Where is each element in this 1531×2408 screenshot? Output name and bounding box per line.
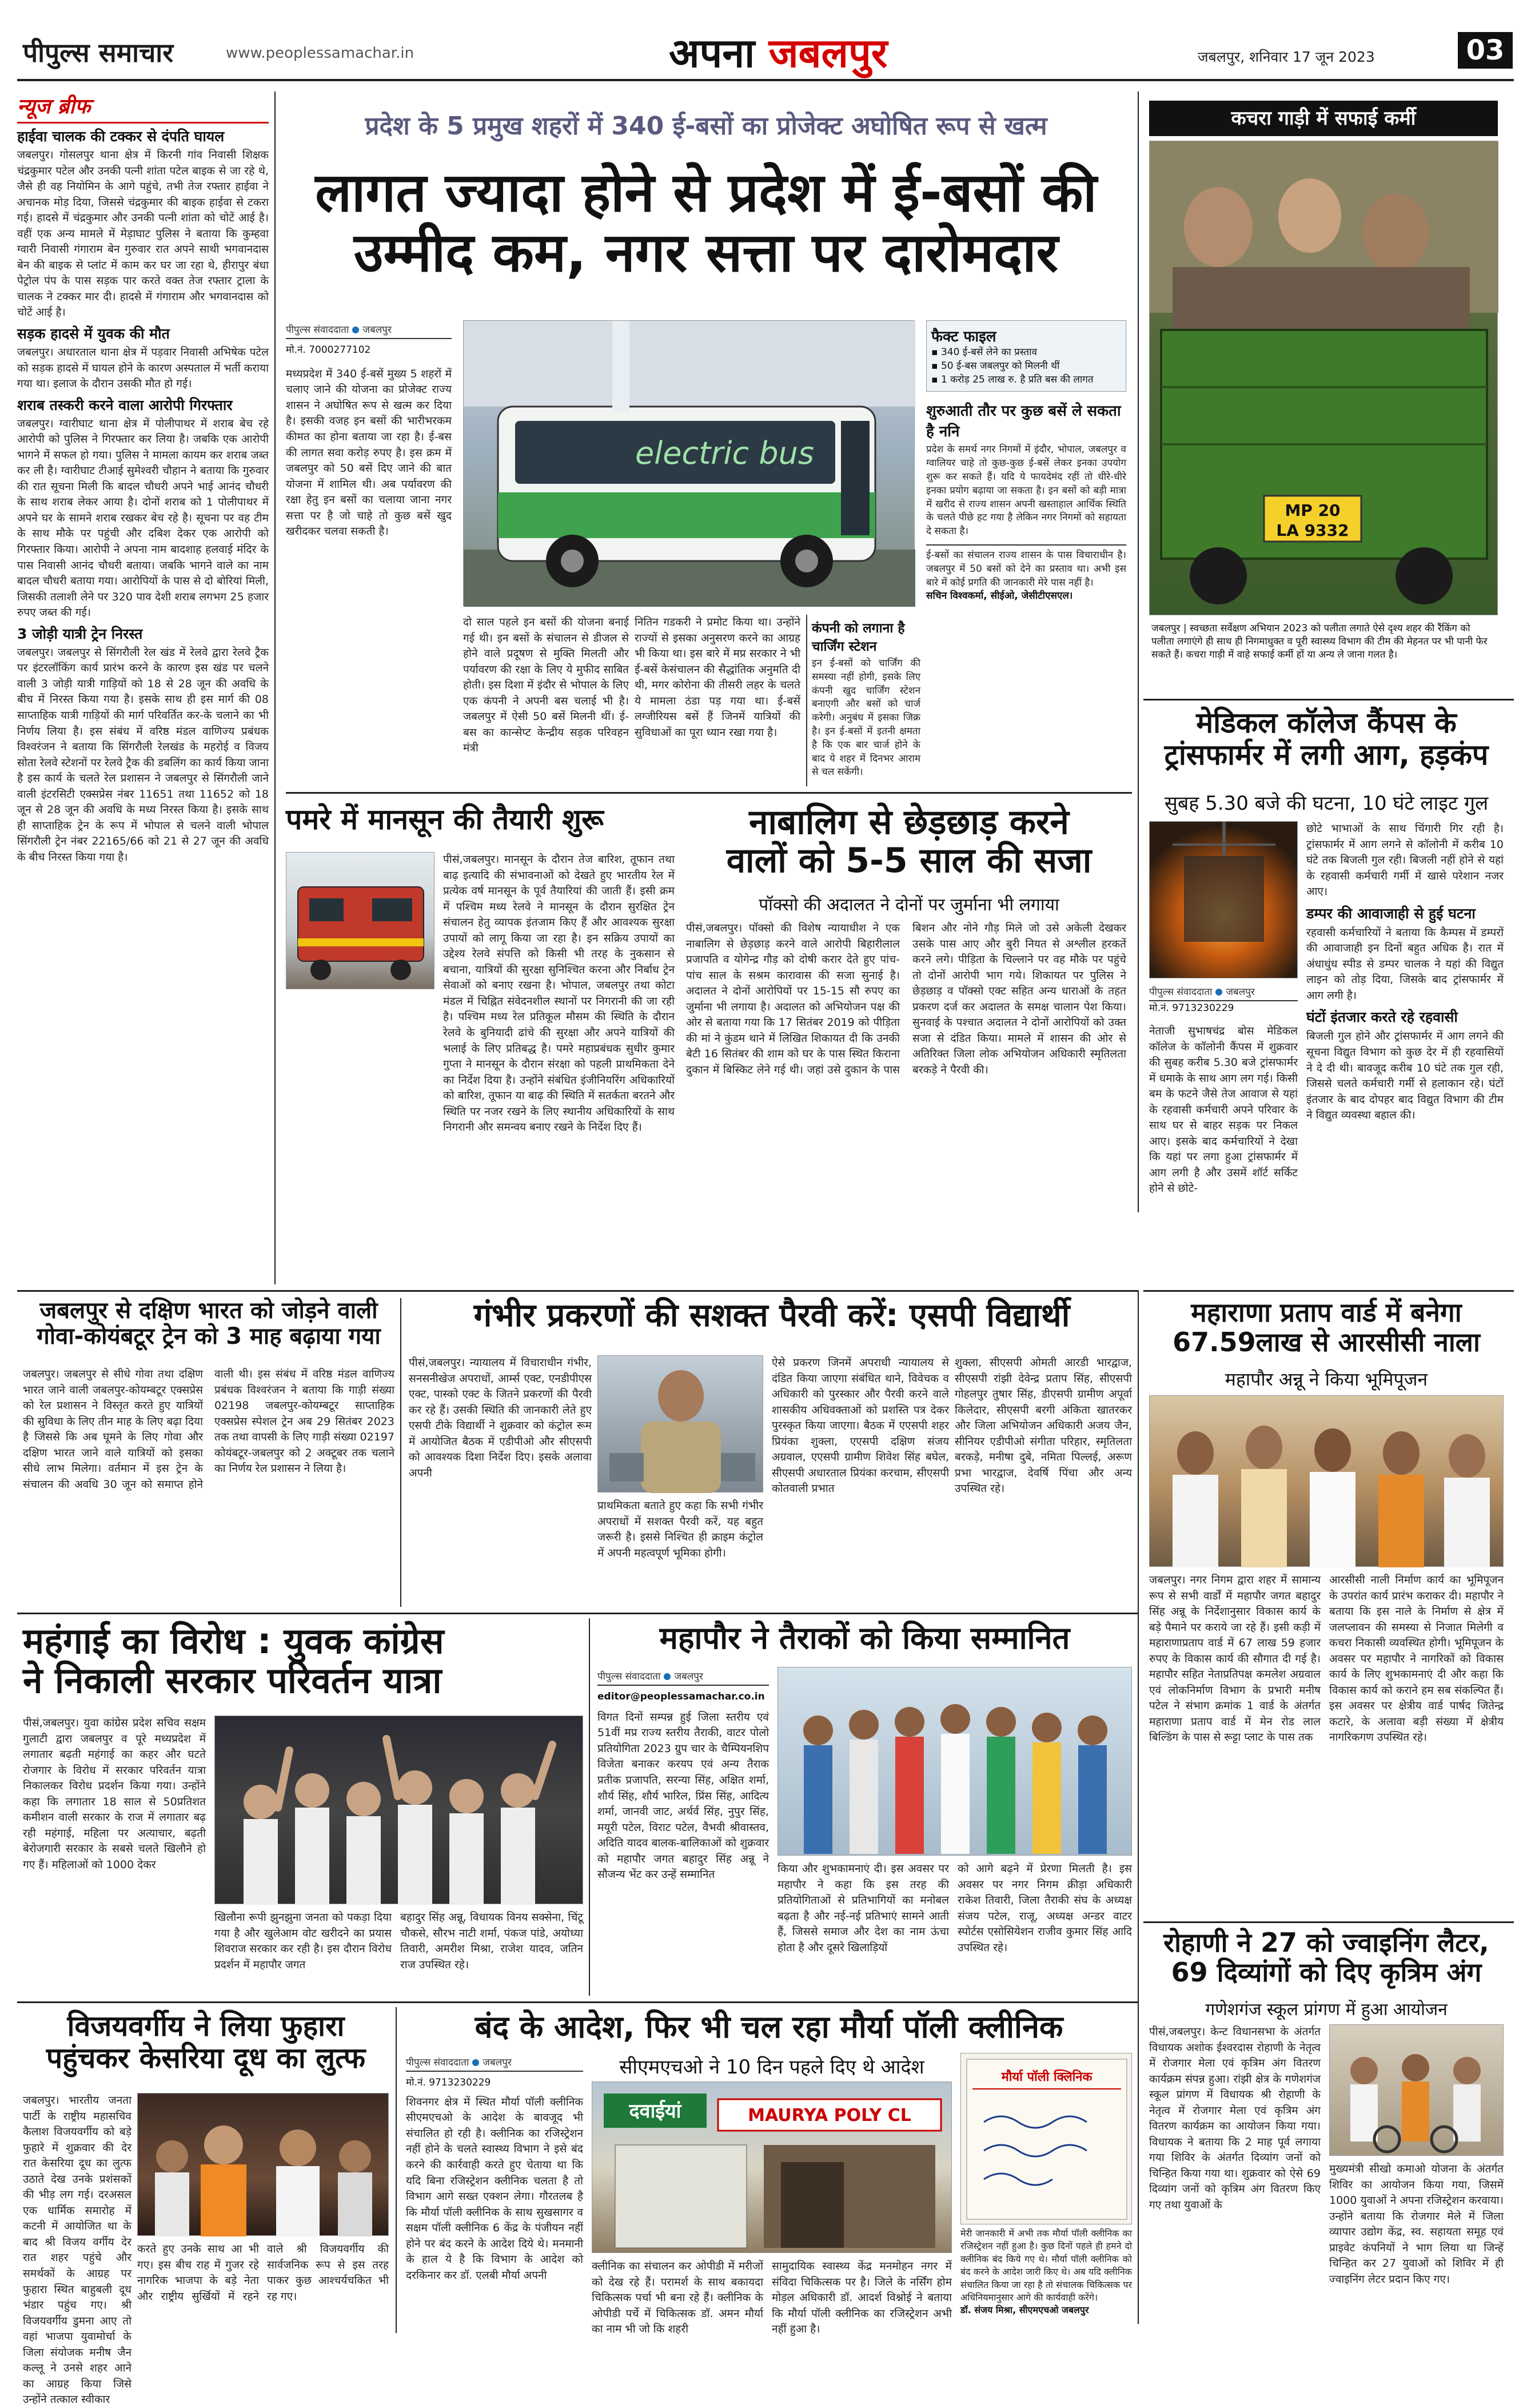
byline-place: जबलपुर (1226, 986, 1255, 998)
rohani-body-1: पीसं,जबलपुर। केन्ट विधानसभा के अंतर्गत विधायक अशोक ईश्वरदास रोहाणी के नेतृत्व में रोजगार मेला एवं कृत्रिम अंग वितरण कार्यक्रम संपन्न हुआ। रांझी क्षेत्र के गणेशगंज स्कूल प्रांगण में विधायक श्री रोहाणी के नेतृत्व में रोजगार मेला एवं कृत्रिम अंग वितरण कार्यक्रम का आयोजन किया गया। विधायक ने बताया कि 2 माह पूर्व लगाया गया शिविर के अंतर्गत दिव्यांग जनों को चिन्हित किया गया था। शुक्रवार को ऐसे 69 दिव्यांग जनों को कृत्रिम अंग वितरण किए गए तथा युवाओं के (1149, 2025, 1321, 2212)
fact-file (926, 320, 1126, 392)
goa-title: जबलपुर से दक्षिण भारत को जोड़ने वाली गोवा-कोयंबटूर ट्रेन को 3 माह बढ़ाया गया (37, 1297, 381, 1350)
cmho-attribution: डॉ. संजय मिश्रा, सीएमएचओ जबलपुर (960, 2304, 1089, 2316)
congress-body-3: बहादुर सिंह अन्नू, विधायक विनय सक्सेना, चिंटू चौकसे, सौरभ नाटी शर्मा, पंकज पांडे, अयोध्या तिवारी, अमरीश मिश्रा, राजेश यादव, जतिन राज उपस्थित रहे। (400, 1911, 583, 1971)
garbage-truck-photo (1149, 141, 1498, 615)
byline-dot-icon (352, 327, 359, 333)
column-divider (1138, 1290, 1139, 2324)
fact-file-title: फैक्ट फाइल (931, 328, 996, 345)
maharana-title: महाराणा प्रताप वार्ड में बनेगा 67.59लाख से आरसीसी नाला (1173, 1297, 1480, 1358)
masthead-divider (17, 79, 1514, 81)
lead-body-2: दो साल पहले इन बसों की योजना बनाई गई थी। इन बसों के संचालन से डीजल से होने वाले प्रदूषण से मुक्ति मिलती और पर्यावरण की रक्षा के लिए ये मुफीद साबित होती। इस दिशा में इंदौर से भोपाल के लिए एक कंपनी ने अपनी बस चलाई भी है। जबलपुर में ऐसी 50 बसें मिलनी थीं। ई-बस का कान्सेप्ट केन्द्रीय सड़क परिवहन मंत्री (463, 616, 629, 755)
rohani-illustration (1330, 2025, 1504, 2156)
sp-body-3: ऐसे प्रकरण जिनमें अपराधी न्यायालय से दंडित किया जाएगा संबंधित थाने, विवेचक व अधिकारी को पुरस्कार और पैरवी करने वाले शासकीय अधिवक्ताओं को प्रशस्ति पत्र देकर पुरस्कृत किया जाएगा। बैठक में एएसपी शहर प्रियंका शुक्ला, एएसपी दक्षिण संजय अग्रवाल, एएसपी ग्रामीण शिवेश सिंह बघेल, सीएसपी अधारताल प्रियंका करचाम, सीएसपी कोतवाली प्रभात (772, 1356, 949, 1495)
maharana-subtitle: महापौर अन्नू ने किया भूमिपूजन (1225, 1368, 1428, 1390)
vijay-body-1: जबलपुर। भारतीय जनता पार्टी के राष्ट्रीय महासचिव कैलाश विजयवर्गीय को बड़े फुहारे में शुक्रवार की देर रात केसरिया दूध का लुत्फ उठाते देख उनके प्रशंसकों की भीड़ लग गई। दरअसल एक धार्मिक समारोह में कटनी में आयोजित था के बाद श्री विजय वर्गीय देर रात शहर पहुंचे और समर्थकों के आग्रह पर फुहारा स्थित बाहुबली दूध भंडार पहुंच गए। श्री विजयवर्गीय डुमना आए तो वहां भाजपा युवामोर्चा के जिला संयोजक मनीष जैन कल्लू ने उनसे शहर आने का आग्रह किया जिसे उन्होंने तत्काल स्वीकार (23, 2094, 131, 2406)
cmho-quote: मेरी जानकारी में अभी तक मौर्या पॉली क्लीनिक का रजिस्ट्रेशन नहीं हुआ है। कुछ दिनों पहले ही हमने दो क्लीनिक बंद किये गए थे। मौर्या पॉली क्लीनिक को बंद करने के आदेश जारी किए थे। अब यदि क्लीनिक संचालित किया जा रहा है तो संचालक चिकित्सक पर अधिनियमानुसार आगे की कार्यवाही करेंगे। (960, 2228, 1132, 2303)
congress-title (23, 1621, 595, 1701)
congress-body-2: खिलौना रूपी झुनझुना जनता को पकड़ा दिया गया है और खुलेआम वोट खरीदने का प्रयास शिवराज सरकार कर रही है। इस दौरान विरोध प्रदर्शन में महापौर जगत (214, 1911, 392, 1971)
transformer-fire-photo (1149, 821, 1298, 978)
garbage-caption: जबलपुर | स्वच्छता सर्वेक्षण अभियान 2023 को पलीता लगाते ऐसे दृश्य शहर की रैंकिंग को पलीता लगाएंगे ही साथ ही निगमाधुक्त व पूरी स्वास्थ्य विभाग की टीम की मेहनत पर भी पानी फेर सकते हैं। कचरा गाड़ी में वाहे सफाई कर्मी हों या अन्य ले जाना गलत है। (1149, 619, 1498, 693)
column-divider (396, 2007, 397, 2333)
sp-illustration (598, 1356, 764, 1493)
brief-title: सड़क हादसे में युवक की मौत (17, 325, 170, 343)
clinic-photo (592, 2081, 952, 2253)
news-brief-label: न्यूज ब्रीफ (17, 91, 269, 124)
pocso-title (686, 803, 1132, 880)
goa-body: जबलपुर। जबलपुर से सीधे गोवा तथा दक्षिण भारत जाने वाली जबलपुर-कोयम्बटूर एक्सप्रेस को रेल प्रशासन ने विस्तृत करते हुए यात्रियों की सुविधा के लिए तीन माह के लिए बढ़ा दिया है जिससे कि अब घूमने के लिए गोवा और दक्षिण भारत जाने वाले यात्रियों को इसका सीधे लाभ मिलेगा। वर्तमान में इस ट्रेन के संचालन की अवधि 30 जून को समाप्त होने वाली थी। इस संबंध में वरिष्ठ मंडल वाणिज्य प्रबंधक विश्वरंजन ने बताया कि गाड़ी संख्या 02198 जबलपुर-कोयम्बटूर साप्ताहिक एक्सप्रेस स्पेशल ट्रेन अब 29 सितंबर 2023 तक तथा वापसी के लिए गाड़ी संख्या 02197 कोयंबटूर-जबलपुर को 2 अक्टूबर तक चलाने का निर्णय रेल प्रशासन ने लिया है। (23, 1368, 394, 1491)
sp-photo (597, 1355, 763, 1492)
charging-title: कंपनी को लगाना है चार्जिंग स्टेशन (812, 621, 905, 654)
lead-headline-line1: लागत ज्यादा होने से प्रदेश में ई-बसों की (315, 162, 1097, 224)
fact-item: ▪ 340 ई-बसें लेने का प्रस्ताव (931, 347, 1037, 358)
column-divider (400, 1298, 401, 1607)
swim-body-3: को आगे बढ़ने में प्रेरणा मिलती है। इस अवसर पर नगर निगम क्रीड़ा अधिकारी राकेश तिवारी, जिला तैराकी संघ के अध्यक्ष संजय पटेल, राजू, अध्यक्ष अन्डर वाटर स्पोर्टस एसोसियेशन राजीव कुमार सिंह आदि उपस्थित रहे। (958, 1862, 1132, 1954)
reporter-mobile: मो.नं. 9713230229 (1149, 1002, 1234, 1014)
fact-file-box (926, 320, 1126, 783)
section-divider (17, 1290, 1138, 1292)
byline (286, 320, 452, 339)
fact-item: ▪ 1 करोड़ 25 लाख रु. है प्रति बस की लागत (931, 373, 1094, 385)
locomotive-photo (286, 852, 434, 989)
column-divider (589, 1618, 590, 1996)
congress-title-line1: महंगाई का विरोध : युवक कांग्रेस (23, 1620, 444, 1662)
sp-body-1: पीसं,जबलपुर। न्यायालय में विचाराधीन गंभीर, सनसनीखेज अपराधों, आर्म्स एक्ट, एनडीपीएस एक्ट, पास्को एक्ट के जितने प्रकरणों की पैरवी कर रहे हैं। उसकी स्थिति की जानकारी लेते हुए एसपी टीके विद्यार्थी ने शुक्रवार को कंट्रोल रूम में आयोजित बैठक में एडीपीओ और सीएसपी को आवश्यक दिशा निर्देश दिए। इसके अलावा अपनी (409, 1356, 592, 1479)
byline-name: पीपुल्स संवाददाता (286, 324, 349, 336)
medical-title: मेडिकल कॉलेज कैंपस के ट्रांसफार्मर में लगी आग, हड़कंप (1164, 706, 1489, 771)
maurya-subtitle: सीएमएचओ ने 10 दिन पहले दिए थे आदेश (619, 2056, 924, 2079)
lead-kicker: प्रदेश के 5 प्रमुख शहरों में 340 ई-बसों का प्रोजेक्ट अघोषित रूप से खत्म (365, 112, 1047, 141)
lead-headline-line2: उम्मीद कम, नगर सत्ता पर दारोमदार (353, 222, 1059, 285)
section-title-part1: अपना (669, 30, 769, 77)
maurya-body-1: शिवनगर क्षेत्र में स्थित मौर्या पॉली क्लीनिक सीएमएचओ के आदेश के बावजूद भी संचालित हो रही है। क्लीनिक का रजिस्ट्रेशन नहीं होने के चलते स्वास्थ्य विभाग ने इसे बंद करने की कार्रवाही करते हुए चेताया था कि यदि बिना रजिस्ट्रेशन क्लीनिक चलता है तो विभाग आगे सख्त एक्शन लेगा। गौरतलब है कि मौर्या पॉली क्लीनिक के साथ सुखसागर व सक्षम पॉली क्लीनिक 6 केंद्र के पंजीयन नहीं होने पर बंद करने के आदेश दिये थे। मनमानी के हाल ये है कि विभाग के आदेश को दरकिनार कर डॉ. एलबी मौर्या अपनी (406, 2095, 583, 2282)
byline (597, 1667, 769, 1686)
section-divider (1143, 1921, 1514, 1923)
medical-sub1-body: रहवासी कर्मचारियों ने बताया कि कैम्पस में डम्परों की आवाजाही इन दिनों बहुत अधिक है। रात में अंधाधुंध स्पीड से डम्पर चालक ने यहां की विद्युत लाइन को तोड़ दिया, जिसके बाद ट्रांसफार्मर में आग लगी है। (1306, 926, 1504, 1002)
news-brief-column (17, 91, 269, 1284)
sp-body-2: प्राथमिकता बताते हुए कहा कि सभी गंभीर अपराधों में सशक्त पैरवी करें, यह बहुत जरूरी है। इससे निश्चित ही क्राइम कंट्रोल में अपनी महत्वपूर्ण भूमिका होगी। (597, 1499, 763, 1559)
rohani-title: रोहाणी ने 27 को ज्वाइनिंग लैटर, 69 दिव्यांगों को दिए कृत्रिम अंग (1163, 1927, 1489, 1988)
congress-title-line2: ने निकाली सरकार परिवर्तन यात्रा (23, 1659, 442, 1702)
byline-dot-icon (664, 1673, 671, 1680)
cmho-quote-box (960, 2227, 1132, 2333)
svg-text:LA 9332: LA 9332 (1276, 521, 1349, 540)
vijay-illustration (138, 2093, 389, 2236)
byline-place: जबलपुर (674, 1671, 703, 1682)
masthead (0, 0, 1531, 86)
medical-right-column (1306, 821, 1504, 1370)
lead-headline (286, 163, 1126, 284)
clinic-illustration (592, 2082, 952, 2254)
lead-body-3: नितिन गडकरी ने प्रमोट किया था। उन्होंने राज्यों से इसका अनुसरण करने का आग्रह भी किया था। इस बारे में मप्र सरकार ने भी ई-बसें केसंचालन की सैद्धांतिक अनुमति दी थी, मगर कोरोना की तीसरी लहर के चलते ये मामला ठंडा पड़ गया था। ई-बसें लग्जीरियस बसें हैं जिनमें यात्रियों की सुविधाओं का पूरा ध्यान रखा गया है। (635, 616, 800, 739)
byline (406, 2053, 583, 2072)
pocso-subtitle: पॉक्सो की अदालत ने दोनों पर जुर्माना भी लगाया (759, 895, 1059, 915)
svg-text:MP 20: MP 20 (1285, 501, 1341, 520)
brief-title: हाईवा चालक की टक्कर से दंपति घायल (17, 128, 225, 145)
byline-name: पीपुल्स संवाददाता (1149, 986, 1213, 998)
charging-station-box (806, 615, 920, 786)
brief-body: जबलपुर। ग्वारीघाट थाना क्षेत्र में पोलीपाथर में शराब बेच रहे आरोपी को पुलिस ने गिरफ्तार कर लिया है। जबकि एक आरोपी भागने में सफल हो गया। पुलिस ने मामला कायम कर शराब जब्त कर ली है। ग्वारीघाट टीआई सुमेश्वरी चौहान ने बताया कि गुरुवार की रात सूचना मिली कि बादल चौधरी अपने भाई आनंद चौधरी के साथ शराब लेकर आया है। दोनों शराब को 1 पोलीपाथर में अपने घर के सामने शराब रखकर बेच रहे है। सूचना पर वह टीम के साथ मौके पर पहुंची और दबिश देकर एक आरोपी को गिरफ्तार किया। आरोपी ने अपना नाम बादशाह हलवाई मंदिर के पास निवासी आनंद चौधरी बताया। जबकि भागने वाले का नाम बादल चौधरी बताया गया। आरोपियों के पास से दो बोरियां मिली, जिसकी तलाशी लेने पर 320 पाव देशी शराब लगभग 25 हजार रुपए जब्त की गई। (17, 417, 269, 619)
byline (1149, 982, 1298, 1001)
column-divider (274, 91, 276, 1284)
vijay-body-2: करते हुए उनके साथ आ भी गए। इस बीच राह में गुजर रहे नागरिक भाजपा के बड़े नेता और राष्ट्रीय सुर्खियों में रहने वाले श्री विजयवर्गीय की सार्वजनिक रूप से इस तरह पाकर कुछ आश्चर्यचकित भी रह गए। (137, 2243, 389, 2303)
sp-body-4: शुक्ला, सीएसपी ओमती आरडी भारद्वाज, सीएसपी रांझी देवेन्द्र प्रताप सिंह, सीएसपी गोहलपुर तुषार सिंह, डीएसपी ग्रामीण अपूर्वा किलेदार, सीएसपी बरगी अंकिता खातरकर और जिला अभियोजन अधिकारी अजय जैन, सीनियर एडीपीओ संगीता परिहार, स्मृतिलता बरकड़े, मनीषा दुबे, नमिता पिल्लई, अरूण प्रभा भारद्वाज, देवर्षि पिंचा और अन्य उपस्थित रहे। (955, 1356, 1132, 1495)
brief-item (17, 397, 269, 621)
transformer-illustration (1150, 822, 1298, 979)
medical-sub2-body: बिजली गुल होने और ट्रांसफार्मर में आग लगने की सूचना विद्युत विभाग को कुछ देर में ही रहवासियों ने दे दी थी। बावजूद करीब 10 घंटे तक गुल रही, जिससे चलते कर्मचारी गर्मी से हलाकान रहे। घंटों इंतजार के बाद दोपहर बाद विद्युत विभाग की टीम ने विद्युत व्यवस्था बहाल की। (1306, 1030, 1504, 1122)
monsoon-title: पमरे में मानसून की तैयारी शुरू (286, 803, 604, 836)
vijay-photo (137, 2093, 389, 2236)
section-divider (17, 1613, 1138, 1614)
pocso-title-line1: नाबालिग से छेड़छाड़ करने (749, 802, 1069, 842)
section-title-part2: जबलपुर (768, 30, 888, 77)
column-divider (1138, 91, 1139, 1212)
sp-title: गंभीर प्रकरणों की सशक्त पैरवी करें: एसपी विद्यार्थी (473, 1297, 1070, 1334)
byline-dot-icon (1215, 989, 1222, 996)
brief-body: जबलपुर। जबलपुर से सिंगरौली रेल खंड में रेलवे द्वारा रेलवे ट्रैक पर इंटरलॉकिंग कार्य प्रारंभ करने के कारण इस खंड पर चलने वाली 3 जोड़ी यात्री गाड़ियों को 18 से 28 जून की अवधि के बीच में निरस्त किया गया है। इसके साथ ही इस मार्ग की 08 साप्ताहिक यात्री गाड़ियों की मार्ग परिवर्तित कर-के चलाने का भी निर्णय लिया है। इस संबंध में वरिष्ठ मंडल वाणिज्य प्रबंधक विश्वरंजन ने बताया कि सिंगरौली रेलखंड के महरोई व विजय सोता रेलवे स्टेशनों पर रेलवे ट्रैक की डबलिंग का कार्य किया जाना है इस कार्य के चलते रेल प्रशासन ने जबलपुर से सिंगरौली जाने वाली इंटरसिटी एक्सप्रेस नंबर 11651 तथा 11652 को 18 जून से 28 जून की अवधि के मध्य निरस्त किया है। इसके साथ ही साप्ताहिक ट्रेन के रूप में भोपाल से चलने वाली भोपाल सिंगरौली ट्रेन नंबर 22165/66 को 21 से 27 जून की अवधि के बीच निरस्त किया गया है। (17, 646, 269, 863)
rohani-subtitle: गणेशगंज स्कूल प्रांगण में हुआ आयोजन (1205, 2000, 1448, 2020)
brief-body: जबलपुर। अधारताल थाना क्षेत्र में पड़वार निवासी अभिषेक पटेल को सड़क हादसे में घायल होने के कारण अस्पताल में भर्ती कराया गया था। इलाज के दौरान उसकी मौत हो गई। (17, 346, 269, 391)
brand-logo: पीपुल्स समाचार (23, 37, 174, 68)
garbage-title: कचरा गाड़ी में सफाई कर्मी (1149, 101, 1498, 136)
swim-body-1: विगत दिनों सम्पन्न हुई जिला स्तरीय एवं 51वीं मप्र राज्य स्तरीय तैराकी, वाटर पोलो प्रतियोगिता 2023 ग्रुप चार के चैम्पियनशिप विजेता बनाकर करयप एवं अन्य तैराक प्रतीक प्रजापति, सरन्या सिंह, अक्षित शर्मा, शौर्य सिंह, शौर्य भारिल, प्रिंस सिंह, आदित्य शर्मा, जानवी जाट, अर्थर्व सिंह, नुपुर सिंह, मयूरी पटेल, विराट पटेल, वैभवी श्रीवास्तव, अदिति यादव बालक-बालिकाओं को शुक्रवार को महापौर जगत बहादुर सिंह अन्नू ने सौजन्य भेंट कर उन्हें सम्मानित (597, 1710, 769, 1881)
sidebar-body: प्रदेश के समर्थ नगर निगमों में इंदौर, भोपाल, जबलपुर व ग्वालियर चाहे तो कुछ-कुछ ई-बसें लेकर इनका उपयोग शुरू कर सकते हैं। यदि ये फायदेमंद रहीं तो धीरे-धीरे इनका प्रयोग बढ़ाया जा सकता है। इन बसों को बड़ी मात्रा में खरीद से राज्य शासन अपनी खस्ताहाल आर्थिक स्थिति के चलते पीछे हट गया है लेकिन नगर निगमों को सहायता दे सकता है। (926, 444, 1126, 538)
reporter-mobile: मो.नं. 7000277102 (286, 344, 371, 356)
official-quote (926, 544, 1126, 603)
maharana-body-left: जबलपुर। नगर निगम द्वारा शहर में सामान्य रूप से सभी वार्डों में महापौर जगत बहादुर सिंह अन्नू के निर्देशानुसार विकास कार्य के बड़े पैमाने पर कराये जा रहे हैं। इसी कड़ी में महाराणाप्रताप वार्ड में 67 लाख 59 हजार रुपए के विकास कार्य की सौगात दी गई है। महापौर सहित नेताप्रतिपक्ष कमलेश अग्रवाल एवं लोकनिर्माण विभाग के प्रभारी मनीष पटेल ने संभाग क्रमांक 1 वार्ड के अंतर्गत महाराणा प्रताप वार्ड में मेन रोड लाल बिल्डिंग के पास से रूट्टा प्लाट के पास तक (1149, 1574, 1321, 1744)
vijay-title-line2: पहुंचकर केसरिया दूध का लुत्फ (46, 2041, 366, 2075)
vijay-title (23, 2010, 389, 2074)
clinic-sign-name: MAURYA POLY CL (748, 2105, 911, 2126)
maurya-body-2: क्लीनिक का संचालन कर ओपीडी में मरीजों को देख रहे हैं। परामर्श के साथ बकायदा चिकित्सक पर्चा भी बना रहे हैं। क्लीनिक के ओपीडी पर्चे में चिकित्सक डॉ. अमन मौर्या का नाम भी जो कि शहरी (592, 2260, 763, 2336)
swim-column-1 (597, 1667, 769, 1996)
clinic-sign-text: दवाईयां (629, 2100, 681, 2123)
brand-website: www.peoplessamachar.in (226, 45, 414, 62)
section-title (669, 24, 887, 79)
sidebar-title: शुरुआती तौर पर कुछ बसें ले सकता है ननि (926, 403, 1121, 441)
bhoomipujan-illustration (1150, 1396, 1504, 1567)
quote-attribution: सचिन विश्वकर्मा, सीईओ, जेसीटीएसएल। (926, 590, 1073, 602)
byline-name: पीपुल्स संवाददाता (406, 2057, 469, 2068)
brief-item (17, 626, 269, 866)
byline-name: पीपुल्स संवाददाता (597, 1671, 661, 1682)
byline-place: जबलपुर (483, 2057, 512, 2068)
byline-place: जबलपुर (362, 324, 392, 336)
brief-item (17, 128, 269, 321)
section-divider (1143, 699, 1514, 700)
congress-rally-photo (214, 1716, 583, 1904)
medical-body-left: नेताजी सुभाषचंद्र बोस मेडिकल कॉलेज के कॉलोनी कैंपस में शुक्रवार की सुबह करीब 5.30 बजे ट्रांसफार्मर में धमाके के साथ आग लग गई। किसी बम के फटने जैसे तेज आवाज से यहां के रहवासी कर्मचारी अपने परिवार के साथ घर से बाहर सड़क पर निकल आए। इसके बाद कर्मचारियों ने देखा कि यहां पर लगा हुआ ट्रांसफार्मर में आग लगी है और उसमें शॉर्ट सर्किट होने से छोटे- (1149, 1025, 1298, 1195)
electric-bus-photo (463, 320, 915, 606)
maurya-body-3: सामुदायिक स्वास्थ्य केंद्र मनमोहन नगर में संविदा चिकित्सक पर है। जिले के नर्सिंग होम मोड़ल अधिकारी डॉ. आदर्श विश्नोई ने बताया कि मौर्या पॉली क्लीनिक का रजिस्ट्रेशन अभी नहीं हुआ है। (772, 2260, 952, 2336)
maurya-column-1 (406, 2053, 583, 2333)
pocso-body: पीसं,जबलपुर। पॉक्सो की विशेष न्यायाधीश ने एक नाबालिग से छेड़छाड़ करने वाले आरोपी बिहारीलाल प्रजापति व योगेन्द्र गौड़ को दोषी करार देते हुए पांच-पांच साल के सश्रम कारावास की सजा सुनाई है। अदालत ने दोनों आरोपियों पर 15-15 सौ रुपए का जुर्माना भी लगाया है। अदालत को अभियोजन पक्ष की ओर से बताया गया कि 17 सितंबर 2019 को पीड़िता की मां ने कुंडम थाने में लिखित शिकायत दी कि उनकी बेटी 16 सितंबर की शाम को घर के पास स्थित किराना दुकान में बिस्किट लेने गई थी। जहां उसे दुकान के पास बिशन और नोने गौड़ मिले जो उसे अकेली देखकर उसके पास आए और बुरी नियत से अश्लील हरकतें करने लगे। पीड़िता के चिल्लाने पर वह मौके पर पहुंचे तो दोनों आरोपी भाग गये। शिकायत पर पुलिस ने छेड़छाड़ व पॉक्सो एक्ट सहित अन्य धाराओं के तहत प्रकरण दर्ज कर अदालत के समक्ष चालान पेश किया। सुनवाई के पश्चात अदालत ने दोनों आरोपियों को उक्त सजा से दंडित किया। मामले में शासन की ओर से अतिरिक्त जिला लोक अभियोजन अधिकारी स्मृतिलता बरकड़े ने पैरवी की। (686, 922, 1126, 1076)
pocso-title-line2: वालों को 5-5 साल की सजा (726, 841, 1092, 881)
swim-title: महापौर ने तैराकों को किया सम्मानित (659, 1620, 1070, 1656)
issue-date: जबलपुर, शनिवार 17 जून 2023 (1198, 49, 1375, 65)
medical-body-top: छोटे भाभाओं के साथ चिंगारी गिर रही है। ट्रांसफार्मर में आग लगने से कॉलोनी में करीब 10 घंटे तक बिजली गुल रही। बिजली नहीं होने से यहां के रहवासी कर्मचारी गर्मी में खासे परेशान नजर आए। (1306, 822, 1504, 898)
byline-dot-icon (472, 2059, 479, 2066)
electric-bus-illustration (464, 321, 915, 607)
vijay-title-line1: विजयवर्गीय ने लिया फुहारा (67, 2009, 345, 2043)
maurya-title: बंद के आदेश, फिर भी चल रहा मौर्या पॉली क्लीनिक (475, 2009, 1063, 2045)
brief-title: 3 जोड़ी यात्री ट्रेन निरस्त (17, 625, 143, 642)
monsoon-body: पीसं,जबलपुर। मानसून के दौरान तेज बारिश, तूफान तथा बाढ़ इत्यादि की संभावनाओं को देखते हुए भारतीय रेल में प्रत्येक वर्ष मानसून के पूर्व तैयारियां की जाती हैं। इसी क्रम में पश्चिम मध्य रेलवे ने मानसून के दौरान सुरक्षित ट्रेन संचालन हेतु व्यापक इंतजाम किए हैं और आवश्यक सुरक्षा उपायों को लागू किया जा रहा है। इन सक्रिय उपायों का उद्देश्य रेलवे संपत्ति को किसी भी तरह के नुकसान से बचाना, यात्रियों की सुरक्षा सुनिश्चित करना और निर्बाध ट्रेन सेवाओं को बनाए रखना है। भोपाल, जबलपुर तथा कोटा मंडल में चिह्नित संवेदनशील स्थानों पर निगरानी की जा रही है। पश्चिम मध्य रेल प्रतिकूल मौसम की स्थिति के दौरान रेलवे के बुनियादी ढांचे की सुरक्षा और अपने यात्रियों की भलाई के लिए प्रतिबद्ध है। पमरे महाप्रबंधक सुधीर कुमार गुप्ता ने मानसून के दौरान संरक्षा को पहली प्राथमिकता देने का निर्देश दिया है। उन्होंने संबंधित इंजीनियरिंग अधिकारियों को बारिश, तूफान या बाढ़ की स्थिति में सतर्कता बरतने और स्थिति पर नजर रखने के लिए स्थानीय अधिकारियों के साथ निगरानी और समन्वय बनाए रखने के निर्देश दिए हैं। (443, 853, 675, 1134)
rally-illustration (215, 1716, 584, 1905)
medical-subtitle: सुबह 5.30 बजे की घटना, 10 घंटे लाइट गुल (1164, 792, 1489, 815)
bus-text: electric bus (635, 435, 815, 471)
bhoomipujan-photo (1149, 1395, 1504, 1567)
brief-body: जबलपुर। गोसलपुर थाना क्षेत्र में किरनी गांव निवासी शिक्षक चंद्रकुमार पटेल और उनकी पत्नी शांता पटेल बाइक से जा रहे थे, जैसे ही वह नियोमिन के आगे पहुंचे, तभी तेज रफ्तार हाईवा ने अचानक मोड़ दिया, जिससे चंद्रकुमार की बाइक हाईवा से टकरा गई। हादसे में चंद्रकुमार और उनकी पत्नी शांता को चोटें आई है। वहीं एक अन्य मामले में मेड़ाघाट पुलिस ने बताया कि कुम्हवा ग्वारी निवासी गंगाराम बेन गुरुवार रात अपने साथी भगवानदास बेन की बाइक से प्लांट में काम कर घर जा रहा थे, हीरापुर बंधा पेट्रोल पंप के पास सड़क पार करते वक्त तेज रफ्तार ट्राला के चालक ने टक्कर मार दी। हादसे में गंगाराम और भगवानदास को चोटें आई है। (17, 149, 269, 319)
reporter-mobile: मो.नं. 9713230229 (406, 2077, 491, 2088)
medical-sub2: घंटों इंतजार करते रहे रहवासी (1306, 1009, 1458, 1026)
letter-head-text: मौर्या पॉली क्लिनिक (1001, 2070, 1093, 2084)
swim-body-2: किया और शुभकामनाएं दी। इस अवसर पर महापौर ने कहा कि इस तरह की प्रतियोगिताओं से प्रतिभागियों का मनोबल बढ़ता है और नई-नई प्रतिभाएं सामने आती हैं, जिससे समाज और देश का नाम ऊंचा होता है और दूसरे खिलाड़ियों (778, 1862, 949, 1954)
brief-item (17, 325, 269, 392)
page-number: 03 (1458, 32, 1513, 69)
swimmers-illustration (778, 1667, 1133, 1856)
medical-sub1: डम्पर की आवाजाही से हुई घटना (1306, 905, 1476, 922)
quote-text: ई-बसों का संचालन राज्य शासन के पास विचाराधीन है। जबलपुर में 50 बसों को देने का प्रस्ताव था। अभी इस बारे में कोई प्रगति की जानकारी मेरे पास नहीं है। (926, 549, 1126, 588)
swimmers-photo (778, 1667, 1132, 1856)
editor-email: editor@peoplessamachar.co.in (597, 1691, 765, 1702)
brief-title: शराब तस्करी करने वाला आरोपी गिरफ्तार (17, 396, 233, 413)
section-divider (1143, 1290, 1514, 1292)
section-divider (17, 2001, 1138, 2003)
clinic-letter-photo (960, 2053, 1132, 2224)
section-divider (286, 792, 1132, 794)
fact-item: ▪ 50 ई-बस जबलपुर को मिलनी थीं (931, 360, 1060, 372)
letter-illustration (961, 2053, 1133, 2225)
charging-body: इन ई-बसों को चार्जिंग की समस्या नहीं होगी, इसके लिए कंपनी खुद चार्जिंग स्टेशन बनाएगी और बसों को चार्ज करेगी। अनुबंध में इसका जिक्र है। इन ई-बसों में इतनी क्षमता है कि एक बार चार्ज होने के बाद ये शहर में दिनभर आराम से चल सकेंगी। (812, 658, 920, 778)
lead-body-1: मध्यप्रदेश में 340 ई-बसें मुख्य 5 शहरों में चलाए जाने की योजना का प्रोजेक्ट राज्य शासन ने अघोषित रूप से खत्म कर दिया है। इसकी वजह इन बसों की भारीभरकम कीमत का होना बताया जा रहा है। ई-बस की लागत सवा करोड़ रुपए है। इस क्रम में जबलपुर को 50 बसें दिए जाने की बात योजना में शामिल थी। अब पर्यावरण की रक्षा हेतु इन बसों का चलाया जाना नगर सत्ता पर है जो चाहे तो कुछ बसें खुद खरीदकर चलवा सकती है। (286, 367, 452, 538)
locomotive-illustration (286, 853, 435, 990)
garbage-truck-illustration (1150, 141, 1498, 616)
congress-body-1: पीसं,जबलपुर। युवा कांग्रेस प्रदेश सचिव सक्षम गुलाटी द्वारा जबलपुर व पूरे मध्यप्रदेश में लगातार बढ़ती महंगाई का कहर और घटते रोजगार के विरोध में सरकार परिवर्तन यात्रा निकालकर विरोध प्रदर्शन किया गया। उन्होंने कहा कि लगातार 18 साल से 50प्रतिशत कमीशन वाली सरकार के राज में लगातार बढ़ रही महंगाई, महिला पर अत्याचार, बढ़ती बेरोजगारी सरकार के सबसे चलते खिलौने हो गए हैं। महिलाओं को 1000 देकर (23, 1717, 206, 1871)
maharana-body-right: आरसीसी नाली निर्माण कार्य का भूमिपूजन के उपरांत कार्य प्रारंभ कराकर दी। महापौर ने बताया कि इस नाले के निर्माण से क्षेत्र में जलप्लावन की समस्या से निजात मिलेगी व कचरा निकासी व्यवस्थित होगी। भूमिपूजन के अवसर पर महापौर ने नागरिकों को विकास कार्य के लिए शुभकामनाएं दी और कहा कि विकास कार्य को कराने हम सब संकल्पित हैं। इस अवसर पर क्षेत्रीय वार्ड पार्षद जितेन्द्र कटारे, के अलावा बड़ी संख्या में क्षेत्रीय नागरिकगण उपस्थित रहे। (1329, 1574, 1504, 1744)
rohani-photo (1329, 2024, 1504, 2156)
rohani-body-2: मुख्यमंत्री सीखो कमाओ योजना के अंतर्गत शिविर का आयोजन किया गया, जिसमें 1000 युवाओं ने अपना रजिस्ट्रेशन करवाया। उन्होंने बताया कि रोजगार मेले में जिला व्यापार उद्योग केंद्र, स्व. सहायता समूह एवं प्राइवेट कंपनियों ने भाग लिया था जिन्हें चिन्हित कर 27 युवाओं को शिविर में ही ज्वाइनिंग लेटर प्रदान किए गए। (1329, 2163, 1504, 2286)
